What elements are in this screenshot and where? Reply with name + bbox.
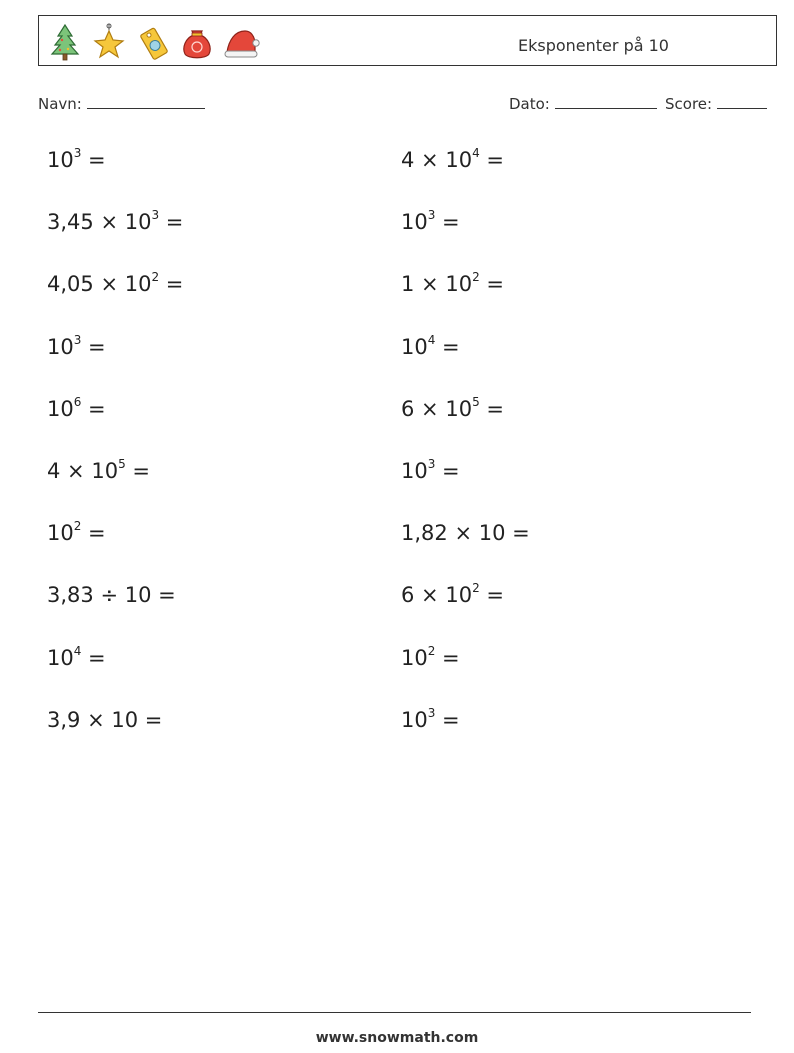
problem-item bbox=[401, 148, 504, 172]
problem-equals: = bbox=[159, 272, 184, 297]
gift-tag-icon bbox=[133, 22, 173, 62]
problem-equals: = bbox=[81, 645, 106, 670]
problem-coefficient: 3,9 bbox=[47, 707, 88, 732]
problem-equals: = bbox=[81, 396, 106, 421]
problem-operator: × bbox=[87, 707, 112, 732]
problem-coefficient: 6 bbox=[401, 396, 422, 421]
problem-equals: = bbox=[435, 459, 460, 483]
problem-item bbox=[401, 705, 460, 732]
problem-equals: = bbox=[479, 148, 504, 172]
name-label: Navn: bbox=[38, 95, 82, 113]
date-label: Dato: bbox=[509, 95, 550, 113]
problem-operator: × bbox=[421, 272, 446, 297]
problem-exponent: 2 bbox=[73, 519, 82, 534]
problem-operator: × bbox=[454, 521, 479, 546]
date-field bbox=[509, 94, 657, 113]
problem-base: 10 bbox=[91, 459, 119, 483]
name-blank[interactable] bbox=[87, 94, 205, 109]
problem-base: 10 bbox=[401, 707, 428, 732]
problem-base: 10 bbox=[445, 583, 473, 608]
problem-equals: = bbox=[125, 459, 150, 483]
problem-item bbox=[47, 708, 162, 732]
problem-item bbox=[47, 583, 176, 607]
problem-base: 10 bbox=[124, 272, 152, 297]
problem-base: 10 bbox=[401, 645, 428, 670]
problem-base: 10 bbox=[124, 583, 152, 608]
problem-operator: × bbox=[421, 148, 446, 172]
problem-base: 10 bbox=[445, 272, 473, 297]
problem-operator: × bbox=[67, 459, 92, 483]
problem-exponent: 3 bbox=[73, 146, 82, 160]
problem-equals: = bbox=[479, 272, 504, 297]
problem-equals: = bbox=[81, 334, 106, 359]
problem-item bbox=[47, 148, 106, 172]
problem-exponent: 3 bbox=[427, 457, 436, 471]
problem-base: 10 bbox=[401, 459, 428, 483]
problem-equals: = bbox=[435, 707, 460, 732]
problem-operator: × bbox=[100, 210, 125, 235]
problem-base: 10 bbox=[445, 396, 473, 421]
problem-coefficient: 4 bbox=[47, 459, 68, 483]
name-field bbox=[38, 94, 205, 113]
problem-coefficient: 1,82 bbox=[401, 521, 455, 546]
score-field bbox=[665, 94, 767, 113]
problem-base: 10 bbox=[478, 521, 506, 546]
problem-exponent: 3 bbox=[427, 705, 436, 720]
problem-exponent: 2 bbox=[472, 581, 480, 596]
santa-hat-icon bbox=[221, 22, 261, 62]
header-box bbox=[38, 15, 777, 66]
problem-exponent: 3 bbox=[151, 208, 160, 223]
problem-equals: = bbox=[479, 583, 504, 608]
problem-exponent: 3 bbox=[73, 332, 82, 347]
problem-item bbox=[401, 272, 504, 296]
problem-equals: = bbox=[151, 583, 176, 608]
problem-exponent: 5 bbox=[118, 457, 126, 471]
problem-coefficient: 4,05 bbox=[47, 272, 101, 297]
problem-equals: = bbox=[435, 210, 460, 235]
problem-item bbox=[401, 210, 460, 234]
problem-item bbox=[401, 459, 460, 483]
problem-equals: = bbox=[81, 521, 106, 546]
problem-base: 10 bbox=[47, 521, 74, 546]
problem-coefficient: 3,83 bbox=[47, 583, 101, 608]
problem-exponent: 4 bbox=[472, 146, 480, 160]
problem-item bbox=[47, 210, 183, 234]
problem-exponent: 4 bbox=[427, 332, 436, 347]
problem-item bbox=[401, 332, 460, 359]
problem-item bbox=[47, 459, 150, 483]
problem-exponent: 5 bbox=[472, 394, 480, 409]
problem-operator: ÷ bbox=[100, 583, 125, 608]
problem-equals: = bbox=[159, 210, 184, 235]
score-blank[interactable] bbox=[717, 94, 767, 109]
problem-coefficient: 6 bbox=[401, 583, 422, 608]
problem-base: 10 bbox=[47, 645, 74, 670]
problem-base: 10 bbox=[401, 210, 428, 235]
problem-operator: × bbox=[421, 583, 446, 608]
problem-exponent: 4 bbox=[73, 643, 82, 658]
problem-equals: = bbox=[138, 707, 163, 732]
problem-item bbox=[401, 521, 530, 545]
problem-equals: = bbox=[435, 334, 460, 359]
problem-item bbox=[47, 521, 106, 545]
problem-item bbox=[47, 394, 106, 421]
problem-base: 10 bbox=[124, 210, 152, 235]
problem-coefficient: 4 bbox=[401, 148, 422, 172]
problem-equals: = bbox=[81, 148, 106, 172]
problem-equals: = bbox=[435, 645, 460, 670]
problem-exponent: 3 bbox=[427, 208, 436, 223]
problem-item bbox=[401, 643, 460, 670]
problem-operator: × bbox=[421, 396, 446, 421]
date-blank[interactable] bbox=[555, 94, 657, 109]
problem-base: 10 bbox=[47, 148, 74, 172]
problem-exponent: 2 bbox=[472, 270, 480, 285]
problem-coefficient: 1 bbox=[401, 272, 422, 297]
problem-equals: = bbox=[479, 396, 504, 421]
problem-exponent: 2 bbox=[427, 643, 436, 658]
problem-item bbox=[47, 332, 106, 359]
score-label: Score: bbox=[665, 95, 713, 113]
problem-item bbox=[401, 583, 504, 607]
problem-exponent: 6 bbox=[73, 394, 82, 409]
problem-operator: × bbox=[100, 272, 125, 297]
problem-item bbox=[401, 394, 504, 421]
problem-coefficient: 3,45 bbox=[47, 210, 101, 235]
problem-base: 10 bbox=[111, 707, 139, 732]
problem-item bbox=[47, 272, 183, 296]
gift-sack-icon bbox=[177, 22, 217, 62]
christmas-tree-icon bbox=[45, 22, 85, 62]
problem-base: 10 bbox=[47, 334, 74, 359]
problem-base: 10 bbox=[47, 396, 74, 421]
problem-base: 10 bbox=[445, 148, 473, 172]
problem-exponent: 2 bbox=[151, 270, 160, 285]
footer-divider bbox=[38, 1012, 751, 1013]
page-title: Eksponenter på 10 bbox=[518, 36, 669, 55]
footer-site: www.snowmath.com bbox=[315, 1030, 479, 1046]
problem-equals: = bbox=[505, 521, 530, 546]
star-ornament-icon bbox=[89, 22, 129, 62]
problem-base: 10 bbox=[401, 334, 428, 359]
problem-item bbox=[47, 643, 106, 670]
